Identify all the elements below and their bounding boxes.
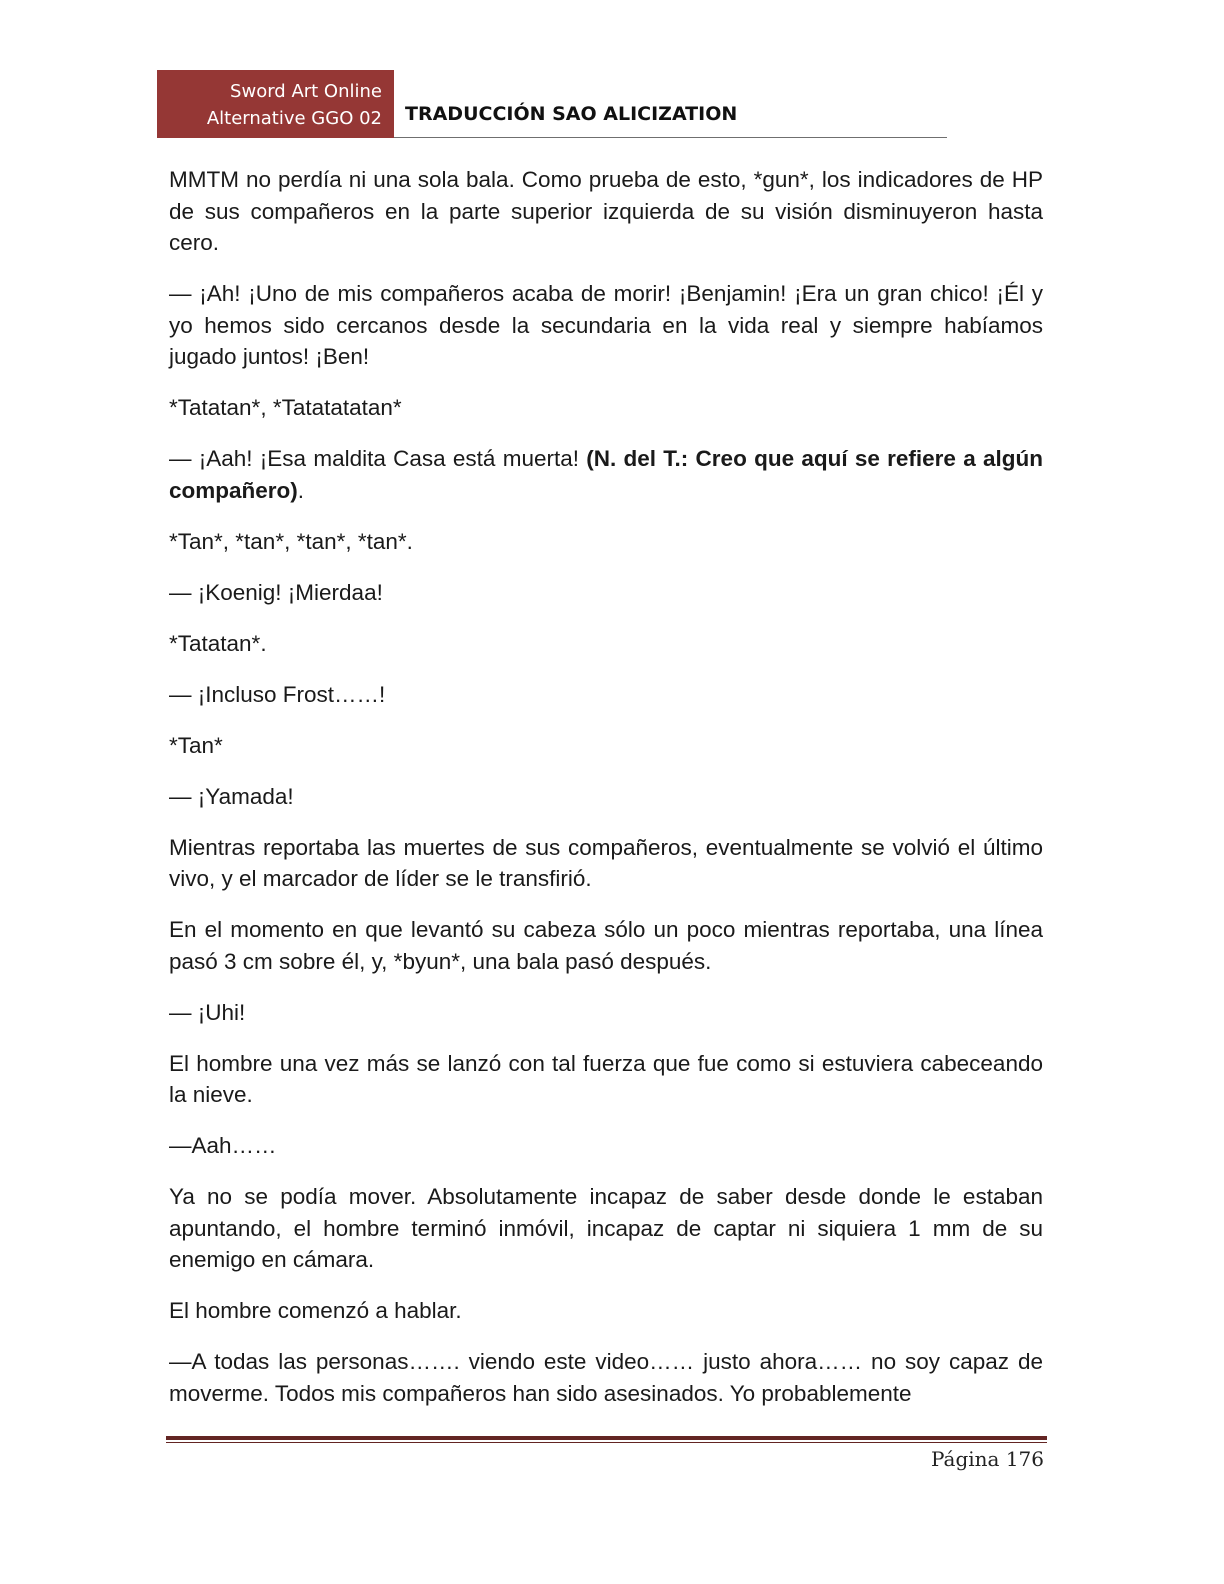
paragraph: Ya no se podía mover. Absolutamente incapaz de saber desde donde le estaban apuntando, el hombre terminó inmóvil, incapaz de captar ni siquiera 1 mm de su enemigo en cámara. (169, 1184, 1043, 1272)
series-title-line1: Sword Art Online (230, 81, 382, 102)
paragraph: El hombre una vez más se lanzó con tal fuerza que fue como si estuviera cabeceando la nieve. (169, 1050, 1043, 1107)
paragraph: En el momento en que levantó su cabeza sólo un poco mientras reportaba, una línea pasó 3 cm sobre él, y, *byun*, una bala pasó después. (169, 917, 1043, 974)
paragraph-with-note (169, 443, 1043, 506)
series-banner (157, 70, 394, 138)
footer-divider-thick (166, 1436, 1047, 1440)
paragraph: — ¡Uhi! (169, 999, 246, 1025)
paragraph: — ¡Incluso Frost……! (169, 681, 386, 707)
paragraph: *Tan*, *tan*, *tan*, *tan*. (169, 528, 413, 554)
paragraph: —Aah…… (169, 1133, 277, 1158)
footer-divider-thin (166, 1442, 1047, 1443)
paragraph: *Tatatan*. (169, 630, 267, 656)
translator-note: (N. del T.: Creo que aquí se refiere a algún compañero) (169, 446, 1043, 503)
paragraph: *Tan* (169, 732, 223, 758)
paragraph: MMTM no perdía ni una sola bala. Como prueba de esto, *gun*, los indicadores de HP de sus compañeros en la parte superior izquierda de su visión disminuyeron hasta cero. (169, 167, 1043, 255)
page-header-title: TRADUCCIÓN SAO ALICIZATION (405, 103, 738, 125)
dialogue-text: — ¡Aah! ¡Esa maldita Casa está muerta! (169, 446, 579, 471)
series-title-line2: Alternative GGO 02 (206, 108, 382, 129)
paragraph: — ¡Ah! ¡Uno de mis compañeros acaba de morir! ¡Benjamin! ¡Era un gran chico! ¡Él y yo hemos sido cercanos desde la secundaria en la vida real y siempre habíamos jugado juntos! ¡Ben! (169, 281, 1043, 369)
paragraph: El hombre comenzó a hablar. (169, 1298, 462, 1323)
header-divider (394, 137, 947, 138)
paragraph: — ¡Koenig! ¡Mierdaa! (169, 579, 383, 605)
paragraph: — ¡Yamada! (169, 783, 294, 809)
paragraph: —A todas las personas……. viendo este video…… justo ahora…… no soy capaz de moverme. Todos mis compañeros han sido asesinados. Yo probablemente (169, 1349, 1043, 1406)
page-number: Página 176 (930, 1447, 1044, 1471)
paragraph: *Tatatan*, *Tatatatatan* (169, 395, 402, 420)
note-punctuation: . (297, 477, 305, 503)
document-body (169, 164, 1043, 1429)
paragraph: Mientras reportaba las muertes de sus compañeros, eventualmente se volvió el último vivo, y el marcador de líder se le transfirió. (169, 834, 1043, 891)
